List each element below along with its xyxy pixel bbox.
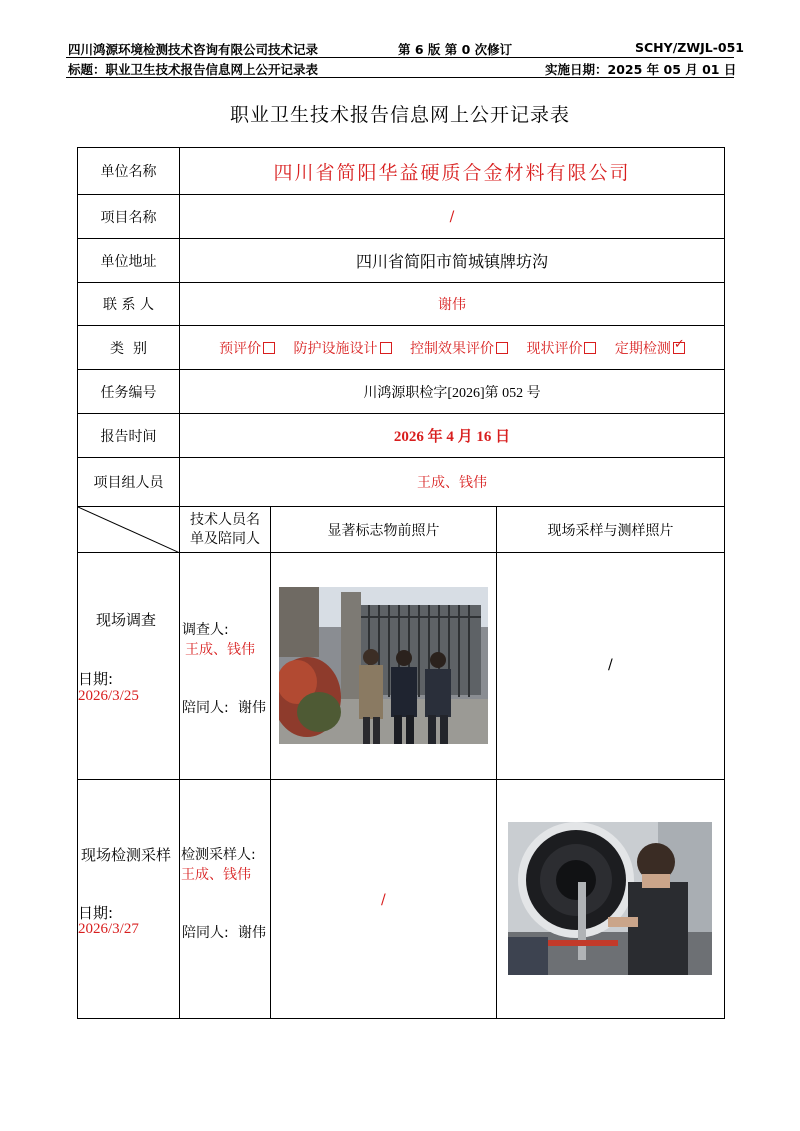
category-option-control-evaluation[interactable]: 控制效果评价 [410,341,508,357]
survey-date-label: 日期: [78,670,114,688]
category-option-pre-evaluation[interactable]: 预评价 [219,341,275,357]
landmark-photo [279,587,488,744]
header-subject: 标题：职业卫生技术报告信息网上公开记录表 [68,62,319,77]
row-unit-name [78,148,725,195]
diagonal-line [78,507,180,553]
task-no-label: 任务编号 [78,370,180,414]
category-option-protection-design[interactable]: 防护设施设计 [294,341,392,357]
sampling-companion-label: 陪同人: [182,925,229,941]
row-category [78,326,725,370]
sampling-landmark-photo-placeholder: / [381,892,386,908]
row-project-name [78,195,725,239]
landmark-photo-cell [271,553,497,780]
survey-date: 2026/3/25 [78,688,139,704]
header-rule-bottom [66,77,734,78]
category-label: 类 别 [78,326,180,370]
report-time-label: 报告时间 [78,414,180,458]
survey-label-cell [78,553,180,780]
survey-label: 现场调查 [96,611,157,629]
sampling-photo [508,822,712,975]
row-unit-address [78,239,725,283]
unit-address-value: 四川省简阳市简城镇牌坊沟 [180,239,725,283]
landmark-photo-header: 显著标志物前照片 [271,507,497,553]
project-name-label: 项目名称 [78,195,180,239]
team-label: 项目组人员 [78,458,180,507]
survey-staff-cell [180,553,271,780]
checkbox-icon[interactable] [263,342,275,354]
unit-address-label: 单位地址 [78,239,180,283]
row-photo-headers [78,507,725,553]
sampling-staff-cell [180,780,271,1019]
task-no-value: 川鸿源职检字[2026]第 052 号 [180,370,725,414]
category-option-periodic-testing[interactable]: 定期检测✓ [615,341,685,357]
header-effective-date: 实施日期：2025 年 05 月 01 日 [545,62,737,77]
report-time-value: 2026 年 4 月 16 日 [180,414,725,458]
survey-sampling-photo-cell [497,553,725,780]
sampling-date: 2026/3/27 [78,921,139,937]
investigators: 王成、钱伟 [185,642,255,658]
header-code: SCHY/ZWJL-051 [635,40,745,55]
row-report-time [78,414,725,458]
header-edition: 第 6 版 第 0 次修订 [398,42,513,57]
survey-companion: 谢伟 [238,700,266,716]
project-name-value: / [180,195,725,239]
survey-sampling-photo-placeholder: / [608,657,613,673]
staff-header: 技术人员名单及陪同人 [180,507,271,553]
team-value: 王成、钱伟 [180,458,725,507]
sampling-companion: 谢伟 [238,925,266,941]
diagonal-corner-cell [78,507,180,553]
row-task-no [78,370,725,414]
header-rule [66,57,734,58]
unit-name-label: 单位名称 [78,148,180,195]
checkbox-icon[interactable] [380,342,392,354]
row-site-sampling [78,780,725,1019]
category-option-status-evaluation[interactable]: 现状评价 [526,341,596,357]
document-title: 职业卫生技术报告信息网上公开记录表 [229,104,570,126]
row-team [78,458,725,507]
row-site-survey [78,553,725,780]
contact-value: 谢伟 [180,283,725,326]
samplers: 王成、钱伟 [181,867,251,883]
checked-checkbox-icon[interactable] [673,342,685,354]
record-form [77,147,725,1019]
checkbox-icon[interactable] [584,342,596,354]
sampling-photo-header: 现场采样与测样照片 [497,507,725,553]
sampling-date-label: 日期: [78,904,114,922]
checkbox-icon[interactable] [496,342,508,354]
sampling-label: 现场检测采样 [81,846,172,864]
unit-name-value: 四川省简阳华益硬质合金材料有限公司 [273,161,631,184]
sampler-label: 检测采样人: [181,847,256,863]
row-contact [78,283,725,326]
landmark-photo-image [279,587,488,744]
survey-companion-label: 陪同人: [182,700,229,716]
sampling-photo-cell [497,780,725,1019]
header-company: 四川鸿源环境检测技术咨询有限公司技术记录 [68,42,319,57]
sampling-photo-image [508,822,712,975]
contact-label: 联 系 人 [78,283,180,326]
investigator-label: 调查人: [182,622,229,638]
sampling-label-cell [78,780,180,1019]
sampling-landmark-photo-cell [271,780,497,1019]
category-options [180,326,725,370]
